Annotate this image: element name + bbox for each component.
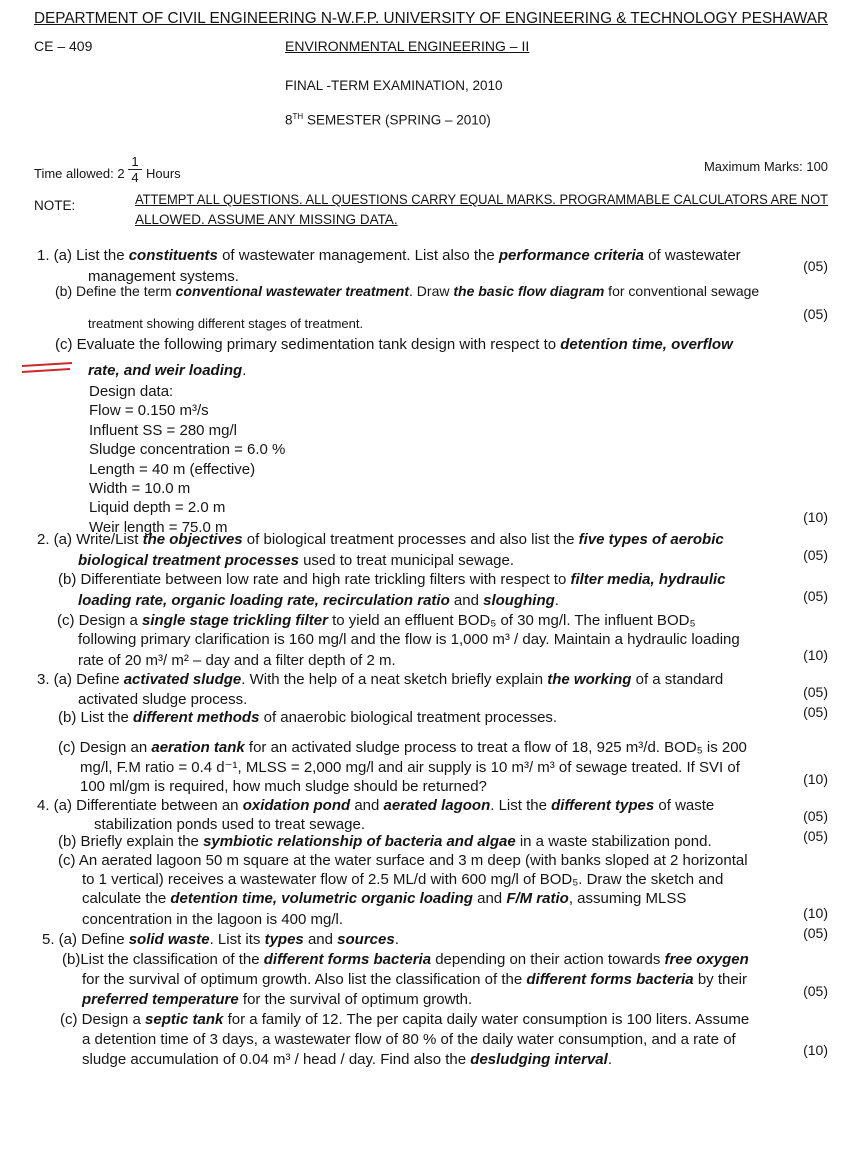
design-length: Length = 40 m (effective) <box>89 460 256 478</box>
q5c-text: . <box>607 1051 612 1068</box>
design-influent-ss: Influent SS = 280 mg/l <box>89 421 238 439</box>
q1b-line-2: treatment showing different stages of treatment. <box>88 316 364 331</box>
q2b-bold: loading rate, organic loading rate, recirculation ratio <box>78 592 450 609</box>
q5c-marks: (10) <box>803 1042 828 1058</box>
q4c-line-4: concentration in the lagoon is 400 mg/l. <box>82 911 343 928</box>
q1a-bold: constituents <box>128 247 218 264</box>
q3c-text: for an activated sludge process to treat a flow of 18, 925 m³/d. BOD₅ is 200 <box>244 739 747 756</box>
q2a-bold: biological treatment processes <box>78 552 299 569</box>
semester-label: SEMESTER (SPRING – 2010) <box>303 112 491 128</box>
q5a-marks: (05) <box>803 925 828 941</box>
q4c-text: , assuming MLSS <box>568 890 687 907</box>
q4c-line-2: to 1 vertical) receives a wastewater flow of 2.5 ML/d with 600 mg/l of BOD₅. Draw the sketch and <box>82 871 724 888</box>
q2b-text: (b) Differentiate between low rate and high rate trickling filters with respect to <box>58 571 571 588</box>
q5b-text: for the survival of optimum growth. <box>238 991 473 1008</box>
design-weir-length: Weir length = 75.0 m <box>89 518 228 536</box>
design-sludge-concentration: Sludge concentration = 6.0 % <box>89 441 286 459</box>
q5a-bold: solid waste <box>128 931 210 948</box>
q1c-line-2 <box>88 361 246 380</box>
q2c-line-3: rate of 20 m³/ m² – day and a filter depth of 2 m. <box>78 652 396 669</box>
q1a-text: of wastewater management. List also the <box>217 247 499 264</box>
q1a-text: 1. (a) List the <box>37 247 129 264</box>
q3a-text: 3. (a) Define <box>37 671 124 688</box>
q3a-text: . With the help of a neat sketch briefly explain <box>241 671 548 688</box>
q5c-line-1 <box>60 1010 749 1029</box>
q1a-marks: (05) <box>803 258 828 274</box>
q1c-bold: detention time, overflow <box>560 336 733 353</box>
q3a-line-2: activated sludge process. <box>78 691 248 708</box>
design-flow: Flow = 0.150 m³/s <box>89 402 209 420</box>
q5a-bold: sources <box>337 931 395 948</box>
q4b-marks: (05) <box>803 828 828 844</box>
q3c-marks: (10) <box>803 771 828 787</box>
q3a-marks: (05) <box>803 684 828 700</box>
q5b-bold: different forms bacteria <box>526 971 694 988</box>
q5b-text: (b)List the classification of the <box>62 951 264 968</box>
q3b-text: of anaerobic biological treatment processes. <box>259 709 558 726</box>
q5c-bold: septic tank <box>145 1011 224 1028</box>
q1c-text: (c) Evaluate the following primary sedimentation tank design with respect to <box>55 336 561 353</box>
q4c-line-3 <box>82 889 686 908</box>
q2c-line-1 <box>57 611 695 630</box>
q2a-text: 2. (a) Write/List <box>37 531 143 548</box>
q1a-line-1 <box>37 246 741 265</box>
design-liquid-depth: Liquid depth = 2.0 m <box>89 499 226 517</box>
time-numerator: 1 <box>128 154 142 170</box>
q4c-line-1: (c) An aerated lagoon 50 m square at the water surface and 3 m deep (with banks sloped at 2 horizontal <box>58 852 748 869</box>
q5b-bold: different forms bacteria <box>263 951 432 968</box>
q5a-line <box>42 930 399 949</box>
q3a-bold: the working <box>547 671 632 688</box>
q5b-bold: preferred temperature <box>82 991 239 1008</box>
q5b-line-2 <box>82 970 747 989</box>
q2c-bold: single stage trickling filter <box>142 612 328 629</box>
q4a-bold: aerated lagoon <box>383 797 491 814</box>
q5c-text: for a family of 12. The per capita daily water consumption is 100 liters. Assume <box>223 1011 750 1028</box>
course-code: CE – 409 <box>34 38 93 54</box>
q5a-text: and <box>303 931 338 948</box>
q3c-text: (c) Design an <box>58 739 152 756</box>
q3a-bold: activated sludge <box>123 671 242 688</box>
q1b-text: . Draw <box>409 283 454 299</box>
q4a-marks: (05) <box>803 808 828 824</box>
q2b-marks: (05) <box>803 588 828 604</box>
q4a-bold: oxidation pond <box>242 797 351 814</box>
semester <box>285 112 491 128</box>
q4a-text: of waste <box>654 797 715 814</box>
q4b-text: (b) Briefly explain the <box>58 833 204 850</box>
q1c-marks: (10) <box>803 509 828 525</box>
red-pen-mark <box>18 360 78 380</box>
q5a-text: 5. (a) Define <box>42 931 129 948</box>
q3a-text: of a standard <box>631 671 724 688</box>
q5b-line-3 <box>82 990 472 1009</box>
semester-suffix: TH <box>292 112 304 121</box>
q1c-text: . <box>242 362 247 379</box>
q4a-text: 4. (a) Differentiate between an <box>37 797 243 814</box>
q5b-text: by their <box>693 971 748 988</box>
q3c-line-1 <box>58 738 747 757</box>
q3a-line-1 <box>37 670 723 689</box>
q3c-bold: aeration tank <box>151 739 245 756</box>
q1c-bold: rate, and weir loading <box>88 362 243 379</box>
q4a-text: . List the <box>490 797 552 814</box>
q1b-bold: conventional wastewater treatment <box>175 283 410 299</box>
q4b-bold: symbiotic relationship of bacteria and algae <box>203 833 516 850</box>
course-title: ENVIRONMENTAL ENGINEERING – II <box>285 38 530 54</box>
q5c-text: sludge accumulation of 0.04 m³ / head / day. Find also the <box>82 1051 471 1068</box>
q2b-bold: filter media, hydraulic <box>570 571 726 588</box>
q5c-line-2: a detention time of 3 days, a wastewater flow of 80 % of the daily water consumption, and a rate of <box>82 1031 736 1048</box>
design-data <box>89 382 285 537</box>
semester-number: 8 <box>285 112 293 128</box>
q2a-line-1 <box>37 530 724 549</box>
q5b-marks: (05) <box>803 983 828 999</box>
time-unit: Hours <box>146 166 181 181</box>
q2b-text: and <box>449 592 484 609</box>
q4b-line <box>58 832 712 851</box>
time-fraction <box>128 154 142 186</box>
q2a-line-2 <box>78 551 514 570</box>
q4c-bold: F/M ratio <box>506 890 569 907</box>
q5b-text: depending on their action towards <box>431 951 665 968</box>
exam-title: FINAL -TERM EXAMINATION, 2010 <box>285 78 503 93</box>
time-denominator: 4 <box>131 170 139 185</box>
q4a-line-1 <box>37 796 714 815</box>
q2c-text: (c) Design a <box>57 612 143 629</box>
q3b-bold: different methods <box>133 709 260 726</box>
q4c-text: and <box>472 890 507 907</box>
q2c-marks: (10) <box>803 647 828 663</box>
q5b-bold: free oxygen <box>664 951 749 968</box>
q4a-line-2: stabilization ponds used to treat sewage. <box>94 816 366 833</box>
q2a-text: of biological treatment processes and also list the <box>242 531 579 548</box>
note-line-2: ALLOWED. ASSUME ANY MISSING DATA. <box>135 212 398 227</box>
q5b-text: for the survival of optimum growth. Also list the classification of the <box>82 971 527 988</box>
q2b-bold: sloughing <box>483 592 555 609</box>
q5b-line-1 <box>62 950 749 969</box>
q4b-text: in a waste stabilization pond. <box>515 833 712 850</box>
q2a-marks: (05) <box>803 547 828 563</box>
q1c-line-1 <box>55 335 733 354</box>
q5c-bold: desludging interval <box>470 1051 608 1068</box>
q4a-bold: different types <box>551 797 655 814</box>
q5a-bold: types <box>264 931 304 948</box>
q2a-bold: the objectives <box>142 531 243 548</box>
q5a-text: . List its <box>209 931 265 948</box>
q1a-line-2: management systems. <box>88 268 239 285</box>
department-heading: DEPARTMENT OF CIVIL ENGINEERING N-W.F.P. UNIVERSITY OF ENGINEERING & TECHNOLOGY PESHAWAR <box>34 10 829 27</box>
q3b-text: (b) List the <box>58 709 134 726</box>
q2b-line-1 <box>58 570 726 589</box>
q4c-bold: detention time, volumetric organic loading <box>170 890 473 907</box>
q1a-text: of wastewater <box>643 247 741 264</box>
q3b-marks: (05) <box>803 704 828 720</box>
time-allowed: Time allowed: 2 <box>34 166 125 181</box>
q1b-bold: the basic flow diagram <box>453 283 605 299</box>
q5c-text: (c) Design a <box>60 1011 146 1028</box>
q4a-text: and <box>350 797 384 814</box>
q1a-bold: performance criteria <box>498 247 644 264</box>
q3b-line <box>58 708 557 727</box>
design-data-title: Design data: <box>89 383 174 400</box>
q2c-line-2: following primary clarification is 160 mg/l and the flow is 1,000 m³ / day. Maintain a hydraulic loading <box>78 631 740 648</box>
q4c-text: calculate the <box>82 890 171 907</box>
design-width: Width = 10.0 m <box>89 480 191 498</box>
q3c-line-3: 100 ml/gm is required, how much sludge should be returned? <box>80 778 487 795</box>
q3c-line-2: mg/l, F.M ratio = 0.4 d⁻¹, MLSS = 2,000 mg/l and air supply is 10 m³/ m³ of sewage treated. If SVI of <box>80 759 740 776</box>
q2a-text: used to treat municipal sewage. <box>298 552 515 569</box>
q5c-line-3 <box>82 1050 612 1069</box>
note-label: NOTE: <box>34 198 76 213</box>
q2b-line-2 <box>78 591 559 610</box>
q2c-text: to yield an effluent BOD₅ of 30 mg/l. The influent BOD₅ <box>327 612 696 629</box>
q2a-bold: five types of aerobic <box>578 531 724 548</box>
q5a-text: . <box>394 931 399 948</box>
note-line-1: ATTEMPT ALL QUESTIONS. ALL QUESTIONS CARRY EQUAL MARKS. PROGRAMMABLE CALCULATORS ARE NOT <box>135 192 829 207</box>
q1b-text: for conventional sewage <box>604 283 760 299</box>
max-marks: Maximum Marks: 100 <box>704 159 829 174</box>
q1b-marks: (05) <box>803 306 828 322</box>
q4c-marks: (10) <box>803 905 828 921</box>
q1b-text: (b) Define the term <box>55 283 176 299</box>
q1b-line-1 <box>55 282 759 301</box>
q2b-text: . <box>554 592 559 609</box>
